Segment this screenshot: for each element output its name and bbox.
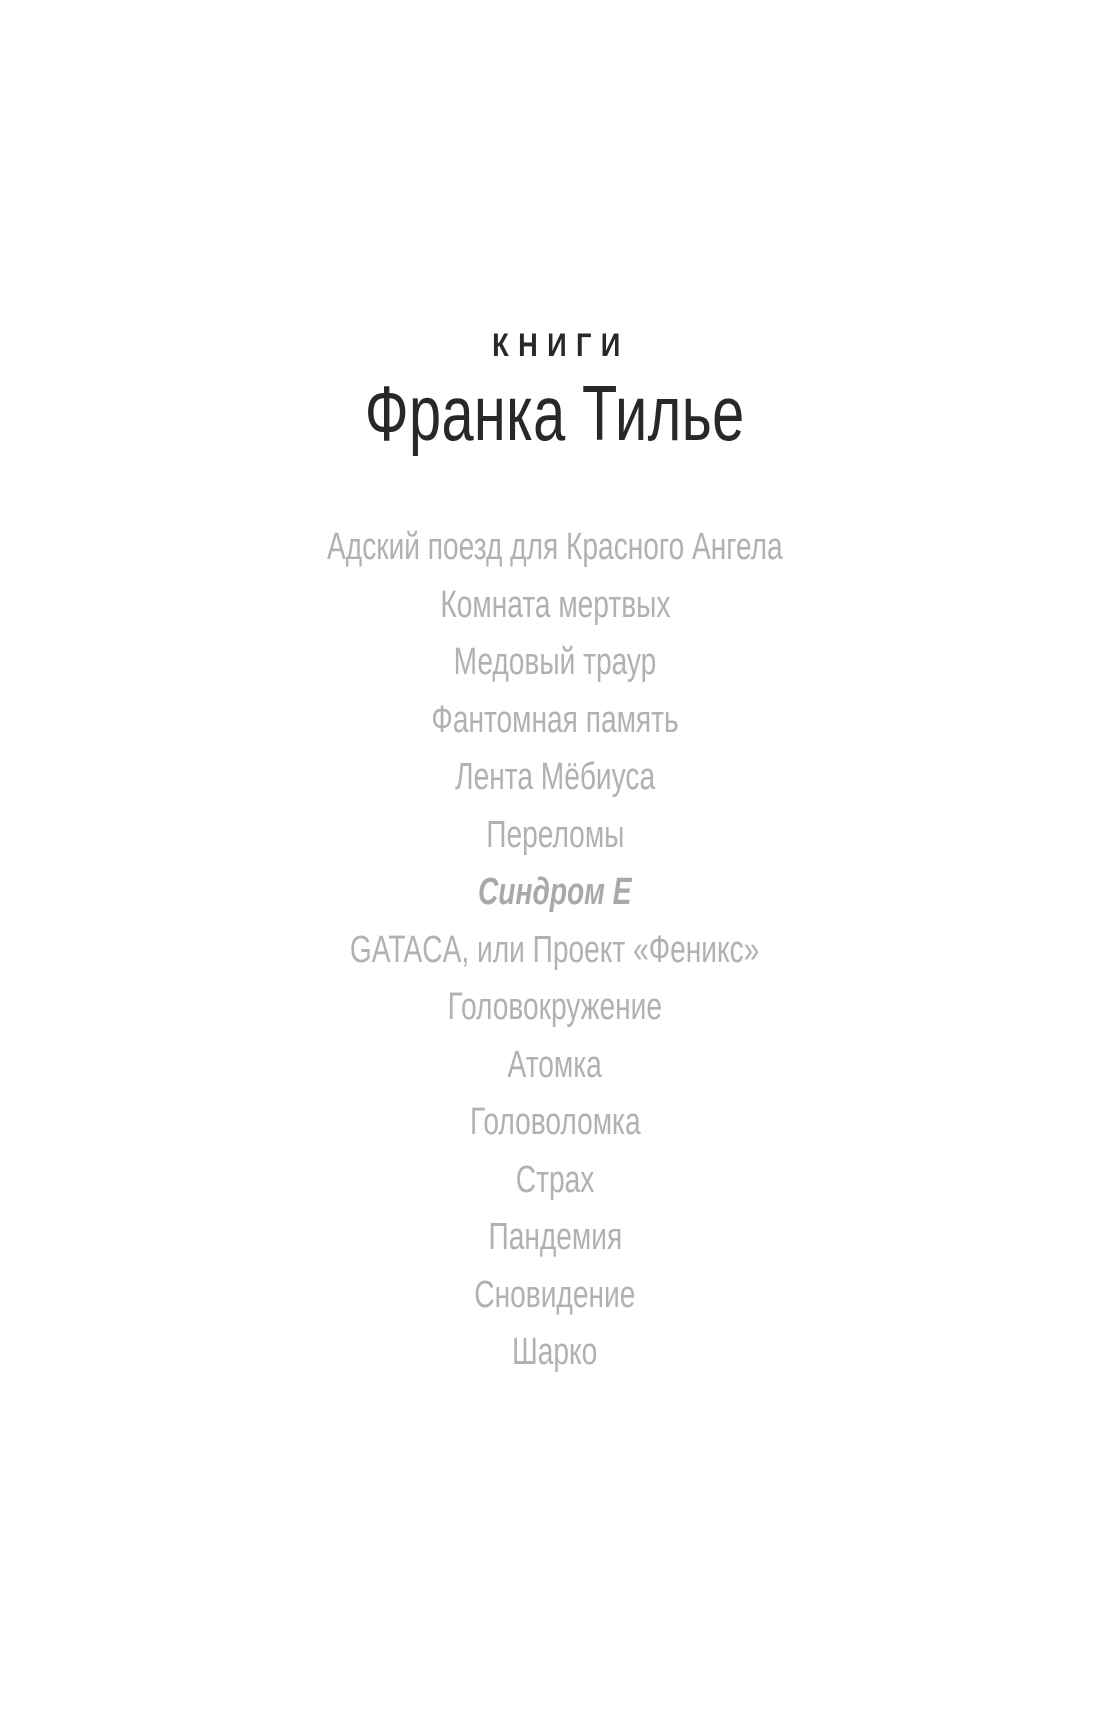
book-list-item	[10, 634, 1100, 692]
book-list-item	[10, 1209, 1100, 1267]
book-title: Головокружение	[447, 986, 663, 1028]
book-title: Сновидение	[474, 1273, 636, 1316]
book-list-item	[10, 1037, 1100, 1095]
book-title: Фантомная память	[431, 698, 679, 741]
book-list-item	[10, 577, 1100, 635]
book-list-item	[10, 749, 1100, 807]
book-title: Шарко	[512, 1331, 598, 1373]
book-list-item	[10, 1267, 1100, 1325]
book-list-item-emphasized	[10, 864, 1100, 922]
book-title: Комната мертвых	[439, 583, 671, 626]
author-title-label: Франка Тилье	[365, 369, 745, 457]
book-title: Страх	[515, 1158, 595, 1201]
book-title: Переломы	[485, 813, 625, 856]
book-list-item	[10, 807, 1100, 865]
book-title: GATACA, или Проект «Феникс»	[350, 928, 760, 971]
book-list-item	[10, 519, 1100, 577]
book-title: Атомка	[507, 1043, 603, 1086]
book-list	[10, 519, 1100, 1382]
book-title: Пандемия	[488, 1216, 622, 1258]
book-title: Синдром Е	[478, 871, 632, 913]
series-kicker	[10, 0, 1100, 368]
series-kicker-label: КНИГИ	[491, 327, 630, 363]
book-title: Медовый траур	[453, 641, 657, 683]
book-list-item	[10, 1152, 1100, 1210]
book-list-item	[10, 1094, 1100, 1152]
book-title: Головоломка	[469, 1101, 641, 1143]
book-list-item	[10, 1324, 1100, 1382]
book-title: Адский поезд для Красного Ангела	[327, 526, 783, 568]
book-list-item	[10, 979, 1100, 1037]
author-title	[10, 369, 1100, 468]
book-title: Лента Мёбиуса	[455, 756, 655, 798]
book-list-item	[10, 922, 1100, 980]
book-list-item	[10, 692, 1100, 750]
